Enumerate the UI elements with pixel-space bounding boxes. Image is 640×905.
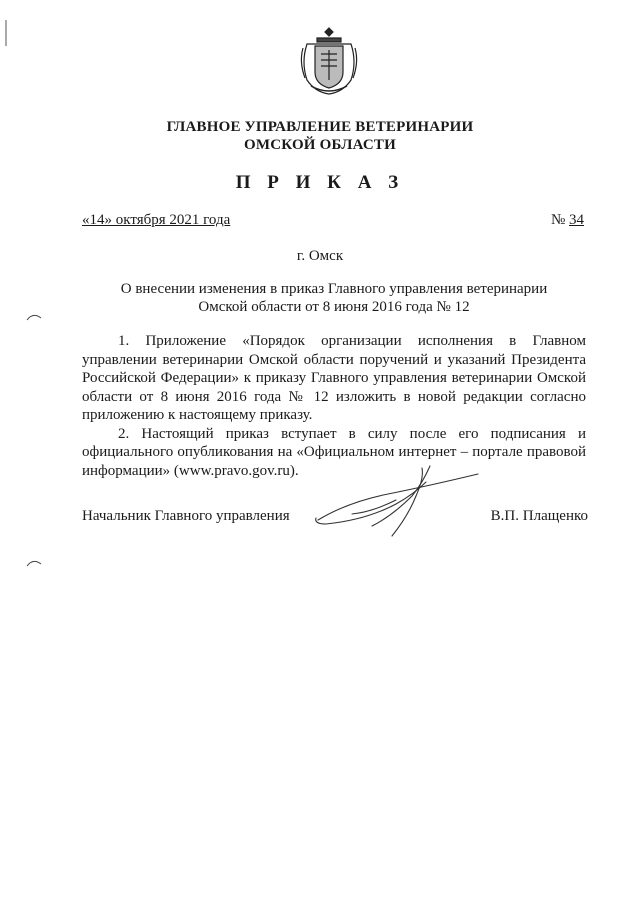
number-value: 34 — [569, 212, 584, 228]
number-prefix: № — [550, 212, 566, 228]
handwritten-signature-icon — [312, 462, 482, 542]
document-date: «14» октября 2021 года — [82, 212, 231, 228]
document-city: г. Омск — [296, 248, 344, 264]
scan-margin-mark — [26, 558, 42, 568]
document-subject — [80, 280, 588, 316]
organization-line-1: ГЛАВНОЕ УПРАВЛЕНИЕ ВЕТЕРИНАРИИ — [166, 119, 474, 135]
scan-margin-mark — [26, 312, 42, 322]
organization-line-2: ОМСКОЙ ОБЛАСТИ — [243, 137, 397, 153]
subject-line-1: О внесении изменения в приказ Главного управления ветеринарии — [120, 281, 548, 297]
subject-line-2: Омской области от 8 июня 2016 года № 12 — [198, 299, 470, 315]
body-paragraph-2: 2. Настоящий приказ вступает в силу после его подписания и официального опубликования на «Официальном интернет – портале правовой информации» (www.pravo.gov.ru). — [82, 425, 586, 479]
signer-name: В.П. Плащенко — [490, 508, 588, 524]
organization-name — [0, 118, 640, 154]
scan-margin-mark — [0, 18, 14, 48]
document-number — [551, 212, 584, 229]
document-body — [82, 332, 586, 480]
signer-title: Начальник Главного управления — [82, 508, 290, 524]
document-type: П Р И К А З — [235, 172, 405, 193]
body-paragraph-1: 1. Приложение «Порядок организации исполнения в Главном управлении ветеринарии Омской области поручений и указаний Президента Российской Федерации» к приказу Главного управления ветеринарии Омской области от 8 июня 2016 года № 12 изложить в новой редакции согласно приложению к настоящему приказу. — [82, 333, 586, 423]
coat-of-arms-icon — [297, 24, 361, 98]
